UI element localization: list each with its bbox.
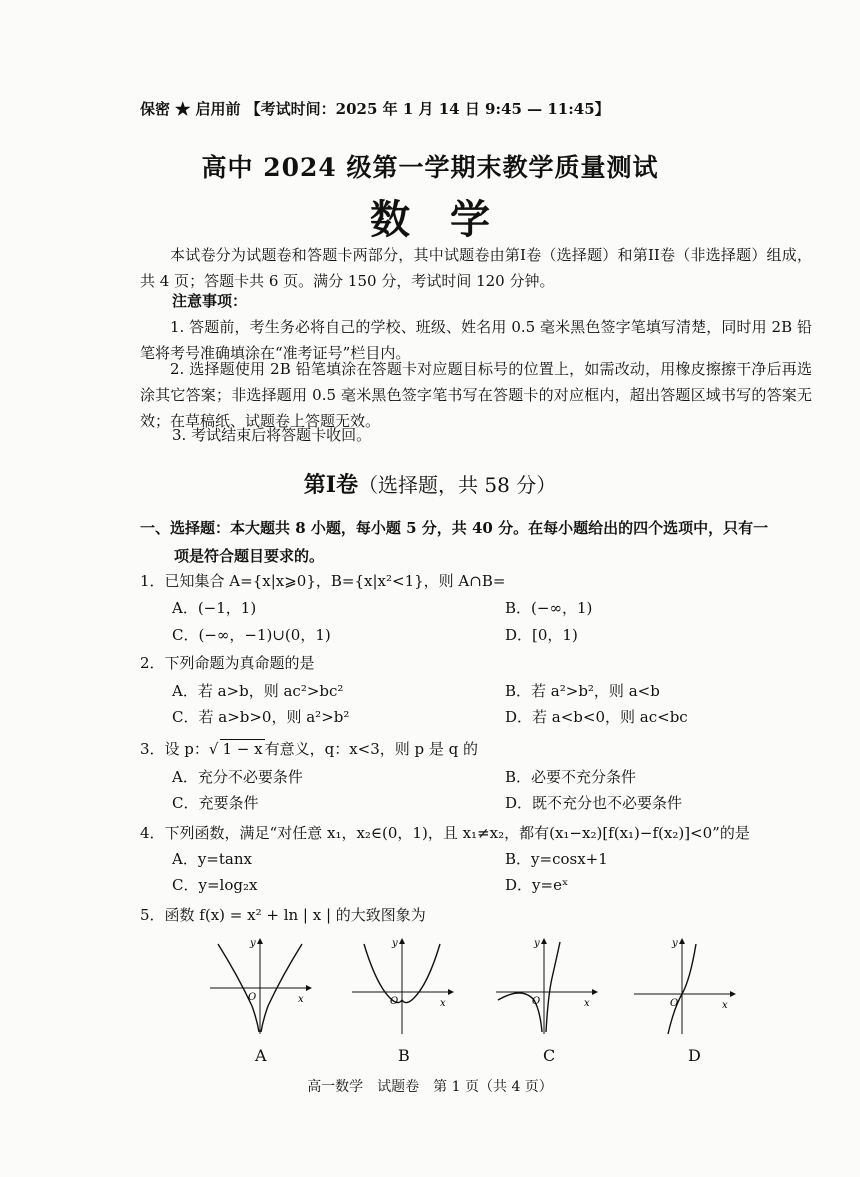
graph-b	[350, 936, 460, 1036]
q2-option-b: B．若 a²>b²，则 a<b	[505, 682, 660, 700]
q3-option-d: D．既不充分也不必要条件	[505, 794, 683, 812]
q3-option-c: C．充要条件	[172, 794, 259, 812]
section-main: 第I卷	[303, 472, 359, 498]
sqrt-symbol: √	[208, 740, 219, 758]
q2-option-d: D．若 a<b<0，则 ac<bc	[505, 708, 688, 726]
part-instructions	[140, 514, 812, 570]
q2-stem: 2．下列命题为真命题的是	[140, 654, 315, 672]
q1-option-b: B．(−∞，1)	[505, 599, 593, 617]
graph-a-x-label: x	[298, 994, 304, 1005]
page-footer: 高一数学 试题卷 第 1 页（共 4 页）	[307, 1079, 553, 1095]
graph-label-a: A	[255, 1046, 267, 1065]
part-line-1: 一、选择题：本大题共 8 小题，每小题 5 分，共 40 分。在每小题给出的四个选项中，只有一	[140, 519, 769, 537]
graph-c-origin: O	[532, 996, 541, 1007]
q2-option-a: A．若 a>b，则 ac²>bc²	[172, 682, 344, 700]
graph-b-x-label: x	[440, 998, 446, 1009]
section-heading	[0, 468, 860, 499]
graph-label-c: C	[543, 1046, 556, 1065]
graph-a-origin: O	[248, 992, 257, 1003]
graph-label-b: B	[398, 1046, 410, 1065]
q1-option-a: A．(−1，1)	[172, 599, 257, 617]
section-sub: （选择题，共 58 分）	[358, 473, 557, 497]
notice-item-3: 3. 考试结束后将答题卡收回。	[172, 426, 372, 444]
q4-stem: 4．下列函数，满足“对任意 x₁，x₂∈(0，1)，且 x₁≠x₂，都有(x₁−x₂)[f(x₁)−f(x₂)]<0”的是	[140, 824, 750, 842]
confidential-line: 保密 ★ 启用前 【考试时间：2025 年 1 月 14 日 9:45 — 11:45】	[140, 100, 610, 118]
q4-option-b: B．y=cosx+1	[505, 850, 608, 868]
graph-a-y-label: y	[250, 938, 256, 949]
subject-title: 数学	[370, 196, 530, 243]
q1-stem: 1．已知集合 A={x|x⩾0}，B={x|x²<1}，则 A∩B=	[140, 572, 506, 590]
graph-b-origin: O	[390, 996, 399, 1007]
q4-option-d: D．y=eˣ	[505, 876, 569, 894]
q3-radicand: 1 − x	[222, 740, 263, 758]
q3-stem	[140, 738, 478, 759]
graph-c	[494, 936, 604, 1036]
graph-d	[632, 936, 742, 1036]
q5-stem: 5．函数 f(x) = x² + ln | x | 的大致图象为	[140, 906, 426, 924]
graph-c-y-label: y	[534, 938, 540, 949]
q3-option-b: B．必要不充分条件	[505, 768, 637, 786]
graph-label-d: D	[688, 1046, 701, 1065]
q3-stem-pre: 3．设 p：	[140, 740, 209, 758]
graph-d-origin: O	[670, 998, 679, 1009]
notice-item-1: 1. 答题前，考生务必将自己的学校、班级、姓名用 0.5 毫米黑色签字笔填写清楚，同时用 2B 铅笔将考号准确填涂在“准考证号”栏目内。	[140, 318, 812, 362]
q4-option-c: C．y=log₂x	[172, 876, 258, 894]
q2-option-c: C．若 a>b>0，则 a²>b²	[172, 708, 350, 726]
q4-option-a: A．y=tanx	[172, 850, 252, 868]
q1-option-d: D．[0，1)	[505, 626, 578, 644]
exam-title: 高中 2024 级第一学期末教学质量测试	[201, 153, 659, 182]
notice-item-2: 2. 选择题使用 2B 铅笔填涂在答题卡对应题目标号的位置上，如需改动，用橡皮擦擦干净后再选涂其它答案；非选择题用 0.5 毫米黑色签字笔书写在答题卡的对应框内，超出答题区域书写的答案无效；在草稿纸、试题卷上答题无效。	[140, 360, 812, 430]
notice-title: 注意事项：	[172, 292, 248, 310]
q1-option-c: C．(−∞，−1)∪(0，1)	[172, 626, 331, 644]
intro-paragraph: 本试卷分为试题卷和答题卡两部分，其中试题卷由第I卷（选择题）和第II卷（非选择题）组成，共 4 页；答题卡共 6 页。满分 150 分，考试时间 120 分钟。	[140, 246, 812, 290]
graph-c-x-label: x	[584, 998, 590, 1009]
q3-stem-post: 有意义，q：x<3，则 p 是 q 的	[264, 740, 479, 758]
graph-b-y-label: y	[392, 938, 398, 949]
graph-d-x-label: x	[722, 1000, 728, 1011]
part-line-2: 项是符合题目要求的。	[174, 547, 325, 565]
graph-a	[208, 936, 318, 1036]
q3-option-a: A．充分不必要条件	[172, 768, 303, 786]
graph-d-y-label: y	[672, 938, 678, 949]
